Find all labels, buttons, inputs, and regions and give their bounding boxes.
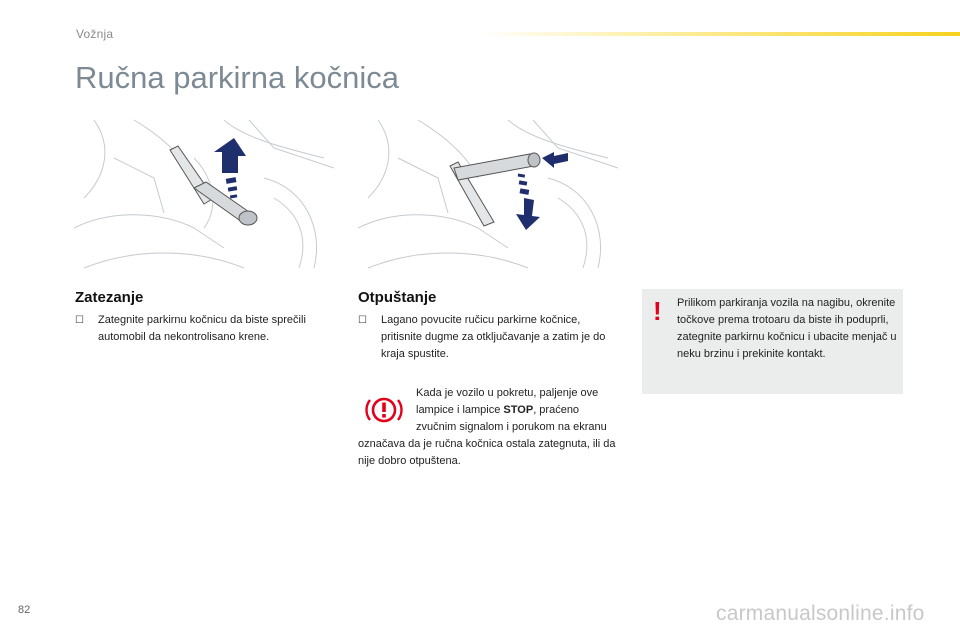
release-instruction (358, 312, 620, 363)
apply-instruction-text: Zategnite parkirnu kočnicu da biste sprečili automobil da nekontrolisano krene. (98, 314, 306, 343)
bullet-marker-icon: ☐ (358, 315, 367, 326)
release-heading: Otpuštanje (358, 289, 437, 306)
warning-text-before: Kada je vozilo u pokretu, paljenje ove lampice i lampice (416, 387, 599, 416)
caution-box (642, 289, 903, 394)
watermark: carmanualsonline.info (716, 602, 925, 625)
handbrake-apply-illustration (74, 118, 336, 278)
lower-down-arrow-icon (516, 173, 540, 230)
handbrake-release-illustration (358, 118, 620, 278)
warning-text-stop: STOP (503, 404, 534, 416)
apply-instruction (75, 312, 337, 346)
bullet-marker-icon: ☐ (75, 315, 84, 326)
caution-text: Prilikom parkiranja vozila na nagibu, okrenite točkove prema trotoaru da biste ih poduprli, zategnite parkirnu kočnicu i ubacite menjač u neku brzinu i prekinite kontakt. (677, 297, 897, 360)
apply-heading: Zatezanje (75, 289, 144, 306)
page-number: 82 (18, 604, 31, 616)
push-button-arrow-icon (542, 152, 568, 168)
brake-warning-icon (364, 393, 404, 427)
warning-text-after: , praćeno zvučnim signalom i porukom na ekranu označava da je ručna kočnica ostala zategnuta, ili da nije dobro otpuštena. (358, 404, 616, 467)
pull-up-arrow-icon (214, 138, 246, 198)
header-accent-line (478, 32, 960, 36)
exclamation-icon: ! (653, 296, 662, 326)
page-title: Ručna parkirna kočnica (75, 60, 399, 95)
release-instruction-text: Lagano povucite ručicu parkirne kočnice, pritisnite dugme za otključavanje a zatim je do kraja spustite. (381, 314, 606, 360)
section-label: Vožnja (76, 27, 114, 41)
warning-lamp-note (358, 385, 620, 470)
